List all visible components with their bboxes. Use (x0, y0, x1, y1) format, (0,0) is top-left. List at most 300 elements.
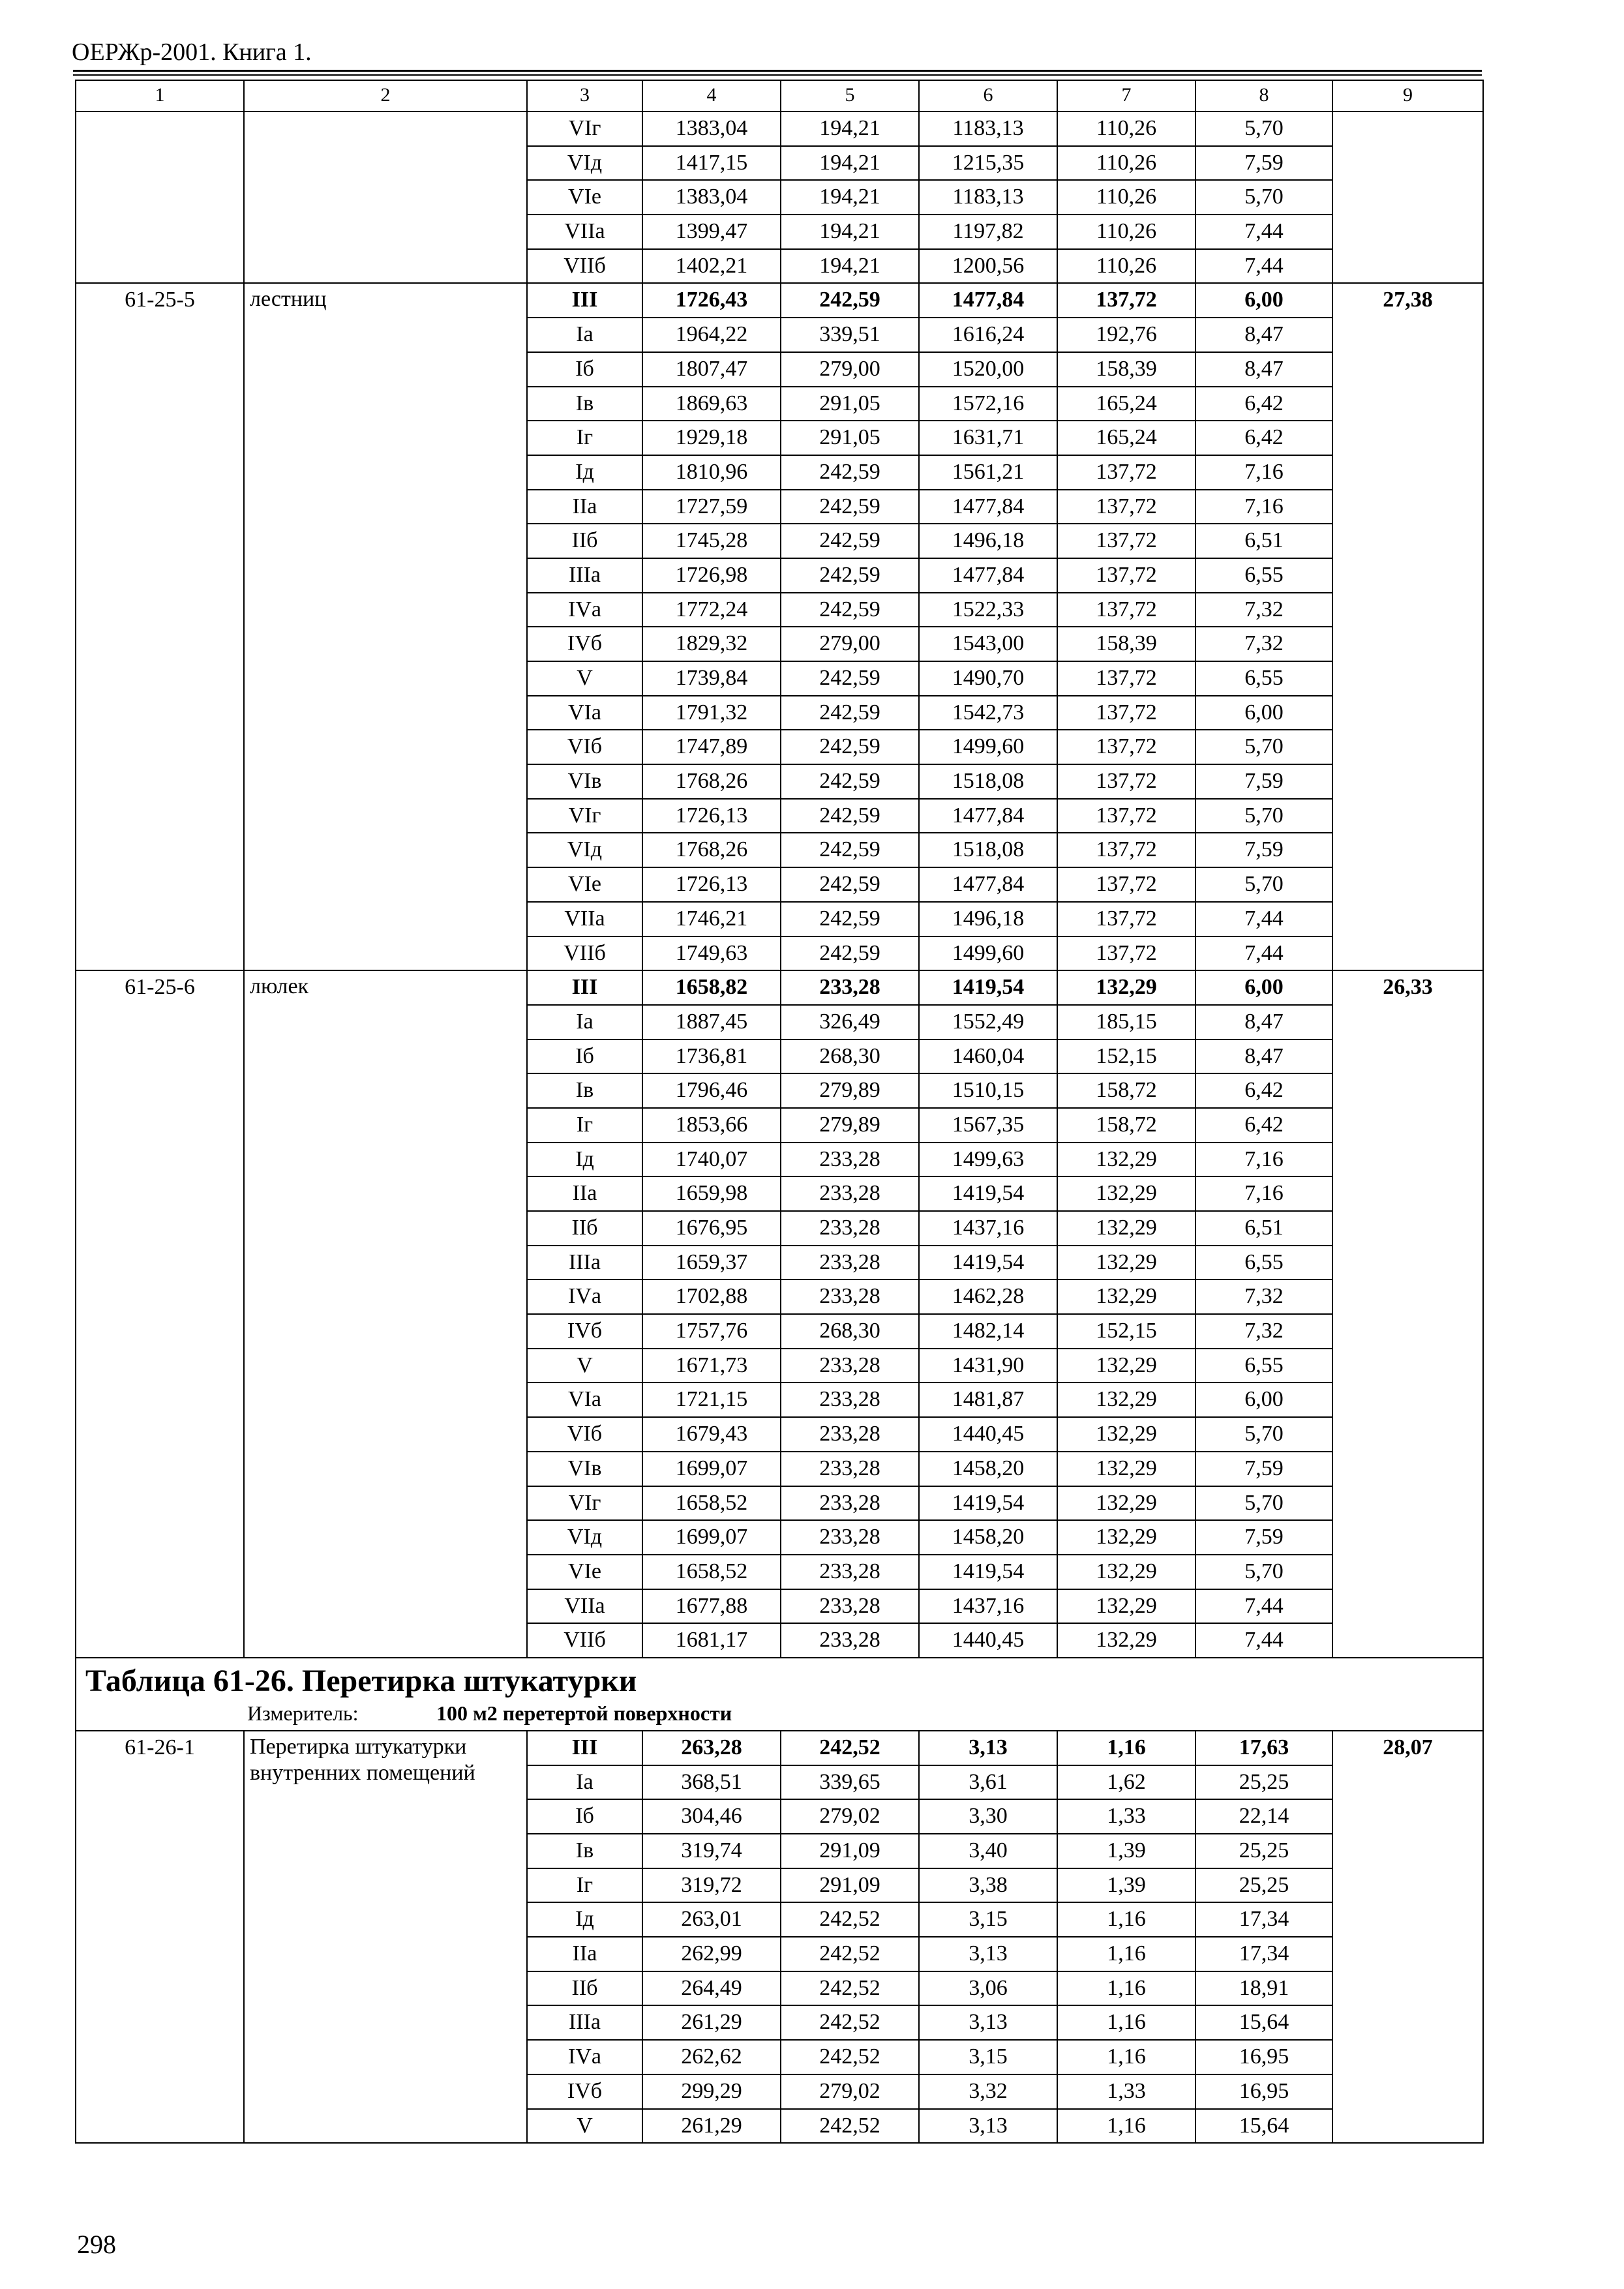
value-cell: 291,09 (781, 1834, 919, 1868)
value-cell: 1520,00 (919, 352, 1057, 387)
zone-code: Iа (527, 1005, 642, 1040)
value-cell: 1739,84 (642, 661, 781, 696)
zone-code: IIIа (527, 1246, 642, 1280)
value-cell: 1772,24 (642, 593, 781, 627)
value-cell: 3,30 (919, 1799, 1057, 1834)
value-cell: 25,25 (1195, 1868, 1332, 1903)
value-cell: 242,59 (781, 490, 919, 524)
column-number: 7 (1057, 80, 1195, 112)
value-cell: 158,39 (1057, 352, 1195, 387)
value-cell: 233,28 (781, 1520, 919, 1555)
value-cell: 1740,07 (642, 1143, 781, 1177)
zone-code: IIIа (527, 2005, 642, 2040)
value-cell: 242,52 (781, 1902, 919, 1937)
value-cell: 25,25 (1195, 1765, 1332, 1800)
value-cell: 1,16 (1057, 1971, 1195, 2006)
value-cell: 1383,04 (642, 112, 781, 146)
rate-code: 61-25-6 (76, 970, 244, 1658)
table-row (76, 112, 1483, 146)
zone-code: VIд (527, 146, 642, 181)
value-cell: 137,72 (1057, 936, 1195, 971)
value-cell: 1726,43 (642, 283, 781, 318)
zone-code: IIб (527, 524, 642, 558)
value-cell: 6,00 (1195, 696, 1332, 730)
value-cell: 299,29 (642, 2074, 781, 2109)
zone-code: III (527, 283, 642, 318)
zone-code: VIв (527, 1452, 642, 1486)
zone-code: VIIб (527, 1623, 642, 1658)
value-cell: 1747,89 (642, 730, 781, 764)
value-cell: 1460,04 (919, 1040, 1057, 1074)
value-cell: 1477,84 (919, 490, 1057, 524)
column-number: 8 (1195, 80, 1332, 112)
zone-code: IVб (527, 1314, 642, 1349)
value-cell: 5,70 (1195, 1555, 1332, 1589)
value-cell: 1383,04 (642, 180, 781, 215)
value-cell: 132,29 (1057, 1589, 1195, 1624)
value-cell: 233,28 (781, 1176, 919, 1211)
value-cell: 6,42 (1195, 1073, 1332, 1108)
value-cell: 6,42 (1195, 387, 1332, 421)
zone-code: VIIа (527, 902, 642, 936)
value-cell: 6,51 (1195, 1211, 1332, 1246)
value-cell: 18,91 (1195, 1971, 1332, 2006)
column-number: 3 (527, 80, 642, 112)
value-cell: 132,29 (1057, 1349, 1195, 1383)
value-cell: 7,59 (1195, 1452, 1332, 1486)
value-cell: 1726,98 (642, 558, 781, 593)
value-cell: 7,59 (1195, 146, 1332, 181)
value-cell: 137,72 (1057, 696, 1195, 730)
column-number: 9 (1332, 80, 1483, 112)
value-cell: 137,72 (1057, 902, 1195, 936)
value-cell: 233,28 (781, 1349, 919, 1383)
zone-code: VIд (527, 1520, 642, 1555)
value-cell: 1477,84 (919, 558, 1057, 593)
zone-code: Iд (527, 1902, 642, 1937)
labor-cost (1332, 112, 1483, 283)
value-cell: 7,44 (1195, 1589, 1332, 1624)
value-cell: 1,16 (1057, 2040, 1195, 2074)
work-name: лестниц (244, 283, 527, 970)
value-cell: 6,00 (1195, 1383, 1332, 1417)
value-cell: 110,26 (1057, 180, 1195, 215)
value-cell: 1477,84 (919, 799, 1057, 833)
value-cell: 137,72 (1057, 661, 1195, 696)
value-cell: 158,72 (1057, 1108, 1195, 1143)
value-cell: 291,09 (781, 1868, 919, 1903)
section-heading-row (76, 1658, 1483, 1731)
zone-code: Iа (527, 318, 642, 352)
value-cell: 1399,47 (642, 215, 781, 249)
value-cell: 1431,90 (919, 1349, 1057, 1383)
zone-code: Iб (527, 352, 642, 387)
value-cell: 137,72 (1057, 833, 1195, 867)
value-cell: 1510,15 (919, 1073, 1057, 1108)
zone-code: V (527, 2109, 642, 2144)
value-cell: 1481,87 (919, 1383, 1057, 1417)
value-cell: 263,28 (642, 1731, 781, 1765)
value-cell: 1458,20 (919, 1452, 1057, 1486)
value-cell: 1552,49 (919, 1005, 1057, 1040)
value-cell: 1745,28 (642, 524, 781, 558)
value-cell: 233,28 (781, 1211, 919, 1246)
zone-code: VIд (527, 833, 642, 867)
value-cell: 110,26 (1057, 215, 1195, 249)
zone-code: III (527, 1731, 642, 1765)
value-cell: 1829,32 (642, 627, 781, 661)
value-cell: 233,28 (781, 970, 919, 1005)
zone-code: Iв (527, 1834, 642, 1868)
value-cell: 132,29 (1057, 1143, 1195, 1177)
value-cell: 1499,60 (919, 936, 1057, 971)
value-cell: 233,28 (781, 1555, 919, 1589)
value-cell: 137,72 (1057, 867, 1195, 902)
value-cell: 1746,21 (642, 902, 781, 936)
value-cell: 6,42 (1195, 1108, 1332, 1143)
zone-code: IVа (527, 593, 642, 627)
value-cell: 291,05 (781, 387, 919, 421)
value-cell: 8,47 (1195, 318, 1332, 352)
value-cell: 1490,70 (919, 661, 1057, 696)
value-cell: 3,15 (919, 1902, 1057, 1937)
zone-code: IIа (527, 1176, 642, 1211)
value-cell: 110,26 (1057, 146, 1195, 181)
zone-code: IIб (527, 1971, 642, 2006)
value-cell: 1572,16 (919, 387, 1057, 421)
value-cell: 279,00 (781, 352, 919, 387)
zone-code: VIIб (527, 936, 642, 971)
page-header-title: ОЕРЖр-2001. Книга 1. (72, 38, 312, 66)
zone-code: Iг (527, 1868, 642, 1903)
value-cell: 3,32 (919, 2074, 1057, 2109)
value-cell: 3,13 (919, 2109, 1057, 2144)
value-cell: 137,72 (1057, 558, 1195, 593)
price-table-body (76, 80, 1483, 2143)
zone-code: VIг (527, 799, 642, 833)
measurement-value: 100 м2 перетертой поверхности (436, 1701, 732, 1725)
value-cell: 1679,43 (642, 1417, 781, 1452)
zone-code: VIв (527, 764, 642, 799)
value-cell: 1887,45 (642, 1005, 781, 1040)
value-cell: 1462,28 (919, 1279, 1057, 1314)
value-cell: 242,52 (781, 1937, 919, 1971)
column-number: 4 (642, 80, 781, 112)
column-number: 2 (244, 80, 527, 112)
value-cell: 233,28 (781, 1383, 919, 1417)
table-row (76, 1731, 1483, 1765)
price-table (75, 80, 1484, 2144)
zone-code: Iг (527, 421, 642, 455)
column-number: 6 (919, 80, 1057, 112)
value-cell: 1721,15 (642, 1383, 781, 1417)
zone-code: IVб (527, 2074, 642, 2109)
value-cell: 1499,60 (919, 730, 1057, 764)
value-cell: 233,28 (781, 1279, 919, 1314)
value-cell: 233,28 (781, 1623, 919, 1658)
value-cell: 242,59 (781, 902, 919, 936)
value-cell: 1791,32 (642, 696, 781, 730)
value-cell: 1,39 (1057, 1868, 1195, 1903)
zone-code: VIе (527, 180, 642, 215)
value-cell: 242,52 (781, 2040, 919, 2074)
value-cell: 1419,54 (919, 970, 1057, 1005)
measurement-unit (85, 1700, 1482, 1730)
value-cell: 279,00 (781, 627, 919, 661)
value-cell: 1561,21 (919, 455, 1057, 490)
value-cell: 137,72 (1057, 764, 1195, 799)
value-cell: 268,30 (781, 1314, 919, 1349)
value-cell: 6,55 (1195, 558, 1332, 593)
value-cell: 1658,52 (642, 1486, 781, 1521)
zone-code: IIIа (527, 558, 642, 593)
value-cell: 6,55 (1195, 1246, 1332, 1280)
measurement-label: Измеритель: (247, 1701, 359, 1725)
column-number: 5 (781, 80, 919, 112)
value-cell: 5,70 (1195, 730, 1332, 764)
value-cell: 1768,26 (642, 833, 781, 867)
value-cell: 137,72 (1057, 283, 1195, 318)
value-cell: 7,44 (1195, 1623, 1332, 1658)
value-cell: 1659,37 (642, 1246, 781, 1280)
labor-cost: 27,38 (1332, 283, 1483, 970)
zone-code: VIа (527, 1383, 642, 1417)
value-cell: 1417,15 (642, 146, 781, 181)
value-cell: 233,28 (781, 1246, 919, 1280)
value-cell: 1631,71 (919, 421, 1057, 455)
rate-code (76, 112, 244, 283)
value-cell: 1726,13 (642, 799, 781, 833)
value-cell: 132,29 (1057, 1383, 1195, 1417)
value-cell: 137,72 (1057, 593, 1195, 627)
value-cell: 1183,13 (919, 112, 1057, 146)
value-cell: 1659,98 (642, 1176, 781, 1211)
labor-cost: 26,33 (1332, 970, 1483, 1658)
value-cell: 233,28 (781, 1589, 919, 1624)
value-cell: 5,70 (1195, 1486, 1332, 1521)
value-cell: 192,76 (1057, 318, 1195, 352)
value-cell: 242,59 (781, 833, 919, 867)
value-cell: 1727,59 (642, 490, 781, 524)
value-cell: 262,99 (642, 1937, 781, 1971)
value-cell: 242,59 (781, 936, 919, 971)
value-cell: 1,16 (1057, 1937, 1195, 1971)
zone-code: V (527, 1349, 642, 1383)
value-cell: 1482,14 (919, 1314, 1057, 1349)
value-cell: 339,65 (781, 1765, 919, 1800)
value-cell: 1419,54 (919, 1486, 1057, 1521)
zone-code: VIIб (527, 249, 642, 284)
value-cell: 242,59 (781, 558, 919, 593)
value-cell: 1477,84 (919, 867, 1057, 902)
zone-code: VIг (527, 1486, 642, 1521)
value-cell: 1,16 (1057, 1731, 1195, 1765)
value-cell: 3,61 (919, 1765, 1057, 1800)
zone-code: Iб (527, 1799, 642, 1834)
value-cell: 1699,07 (642, 1520, 781, 1555)
value-cell: 326,49 (781, 1005, 919, 1040)
value-cell: 7,44 (1195, 249, 1332, 284)
work-name: люлек (244, 970, 527, 1658)
value-cell: 279,02 (781, 2074, 919, 2109)
value-cell: 1496,18 (919, 902, 1057, 936)
value-cell: 242,59 (781, 593, 919, 627)
value-cell: 7,32 (1195, 1314, 1332, 1349)
value-cell: 1677,88 (642, 1589, 781, 1624)
value-cell: 7,44 (1195, 936, 1332, 971)
value-cell: 15,64 (1195, 2109, 1332, 2144)
value-cell: 242,59 (781, 730, 919, 764)
value-cell: 165,24 (1057, 421, 1195, 455)
value-cell: 262,62 (642, 2040, 781, 2074)
value-cell: 1419,54 (919, 1176, 1057, 1211)
value-cell: 261,29 (642, 2109, 781, 2144)
zone-code: VIб (527, 730, 642, 764)
value-cell: 6,00 (1195, 970, 1332, 1005)
zone-code: VIе (527, 1555, 642, 1589)
value-cell: 8,47 (1195, 1005, 1332, 1040)
zone-code: III (527, 970, 642, 1005)
value-cell: 1671,73 (642, 1349, 781, 1383)
value-cell: 1658,82 (642, 970, 781, 1005)
value-cell: 1518,08 (919, 764, 1057, 799)
value-cell: 242,59 (781, 867, 919, 902)
value-cell: 1,16 (1057, 1902, 1195, 1937)
header-divider (73, 70, 1482, 72)
value-cell: 3,15 (919, 2040, 1057, 2074)
value-cell: 1496,18 (919, 524, 1057, 558)
value-cell: 152,15 (1057, 1040, 1195, 1074)
value-cell: 279,89 (781, 1108, 919, 1143)
value-cell: 1402,21 (642, 249, 781, 284)
value-cell: 22,14 (1195, 1799, 1332, 1834)
zone-code: IIа (527, 1937, 642, 1971)
value-cell: 7,32 (1195, 627, 1332, 661)
zone-code: IVа (527, 2040, 642, 2074)
value-cell: 194,21 (781, 112, 919, 146)
value-cell: 3,13 (919, 1731, 1057, 1765)
zone-code: Iв (527, 387, 642, 421)
value-cell: 132,29 (1057, 1555, 1195, 1589)
value-cell: 319,72 (642, 1868, 781, 1903)
value-cell: 137,72 (1057, 455, 1195, 490)
zone-code: VIIа (527, 1589, 642, 1624)
zone-code: IVа (527, 1279, 642, 1314)
value-cell: 15,64 (1195, 2005, 1332, 2040)
value-cell: 1,16 (1057, 2005, 1195, 2040)
value-cell: 268,30 (781, 1040, 919, 1074)
zone-code: VIIа (527, 215, 642, 249)
value-cell: 165,24 (1057, 387, 1195, 421)
value-cell: 1681,17 (642, 1623, 781, 1658)
value-cell: 1757,76 (642, 1314, 781, 1349)
value-cell: 1768,26 (642, 764, 781, 799)
value-cell: 1,39 (1057, 1834, 1195, 1868)
value-cell: 1440,45 (919, 1417, 1057, 1452)
table-row (76, 970, 1483, 1005)
value-cell: 3,38 (919, 1868, 1057, 1903)
value-cell: 6,00 (1195, 283, 1332, 318)
value-cell: 1736,81 (642, 1040, 781, 1074)
value-cell: 279,89 (781, 1073, 919, 1108)
value-cell: 1,33 (1057, 2074, 1195, 2109)
value-cell: 185,15 (1057, 1005, 1195, 1040)
value-cell: 194,21 (781, 146, 919, 181)
value-cell: 1,62 (1057, 1765, 1195, 1800)
value-cell: 194,21 (781, 249, 919, 284)
value-cell: 242,52 (781, 2005, 919, 2040)
value-cell: 137,72 (1057, 524, 1195, 558)
value-cell: 132,29 (1057, 1486, 1195, 1521)
value-cell: 263,01 (642, 1902, 781, 1937)
value-cell: 158,39 (1057, 627, 1195, 661)
value-cell: 194,21 (781, 215, 919, 249)
value-cell: 1,33 (1057, 1799, 1195, 1834)
value-cell: 137,72 (1057, 490, 1195, 524)
value-cell: 7,44 (1195, 215, 1332, 249)
value-cell: 1183,13 (919, 180, 1057, 215)
value-cell: 7,16 (1195, 455, 1332, 490)
value-cell: 7,59 (1195, 1520, 1332, 1555)
value-cell: 1853,66 (642, 1108, 781, 1143)
value-cell: 16,95 (1195, 2074, 1332, 2109)
value-cell: 5,70 (1195, 1417, 1332, 1452)
value-cell: 6,51 (1195, 524, 1332, 558)
value-cell: 132,29 (1057, 1279, 1195, 1314)
zone-code: IIб (527, 1211, 642, 1246)
rate-code: 61-26-1 (76, 1731, 244, 2143)
value-cell: 5,70 (1195, 180, 1332, 215)
column-number-row (76, 80, 1483, 112)
value-cell: 1499,63 (919, 1143, 1057, 1177)
value-cell: 3,06 (919, 1971, 1057, 2006)
value-cell: 1419,54 (919, 1246, 1057, 1280)
value-cell: 132,29 (1057, 1520, 1195, 1555)
zone-code: IVб (527, 627, 642, 661)
value-cell: 1542,73 (919, 696, 1057, 730)
value-cell: 1676,95 (642, 1211, 781, 1246)
value-cell: 1699,07 (642, 1452, 781, 1486)
labor-cost: 28,07 (1332, 1731, 1483, 2143)
value-cell: 1522,33 (919, 593, 1057, 627)
value-cell: 137,72 (1057, 730, 1195, 764)
header-divider-thin (73, 74, 1482, 76)
zone-code: Iа (527, 1765, 642, 1800)
zone-code: V (527, 661, 642, 696)
value-cell: 1437,16 (919, 1211, 1057, 1246)
value-cell: 1197,82 (919, 215, 1057, 249)
value-cell: 7,16 (1195, 1143, 1332, 1177)
zone-code: IIа (527, 490, 642, 524)
value-cell: 132,29 (1057, 1176, 1195, 1211)
value-cell: 7,59 (1195, 764, 1332, 799)
value-cell: 1616,24 (919, 318, 1057, 352)
value-cell: 132,29 (1057, 1452, 1195, 1486)
value-cell: 1518,08 (919, 833, 1057, 867)
value-cell: 261,29 (642, 2005, 781, 2040)
value-cell: 132,29 (1057, 1211, 1195, 1246)
value-cell: 242,59 (781, 524, 919, 558)
value-cell: 233,28 (781, 1486, 919, 1521)
value-cell: 1200,56 (919, 249, 1057, 284)
value-cell: 137,72 (1057, 799, 1195, 833)
value-cell: 1869,63 (642, 387, 781, 421)
value-cell: 3,40 (919, 1834, 1057, 1868)
value-cell: 279,02 (781, 1799, 919, 1834)
value-cell: 1419,54 (919, 1555, 1057, 1589)
zone-code: VIб (527, 1417, 642, 1452)
value-cell: 242,59 (781, 799, 919, 833)
